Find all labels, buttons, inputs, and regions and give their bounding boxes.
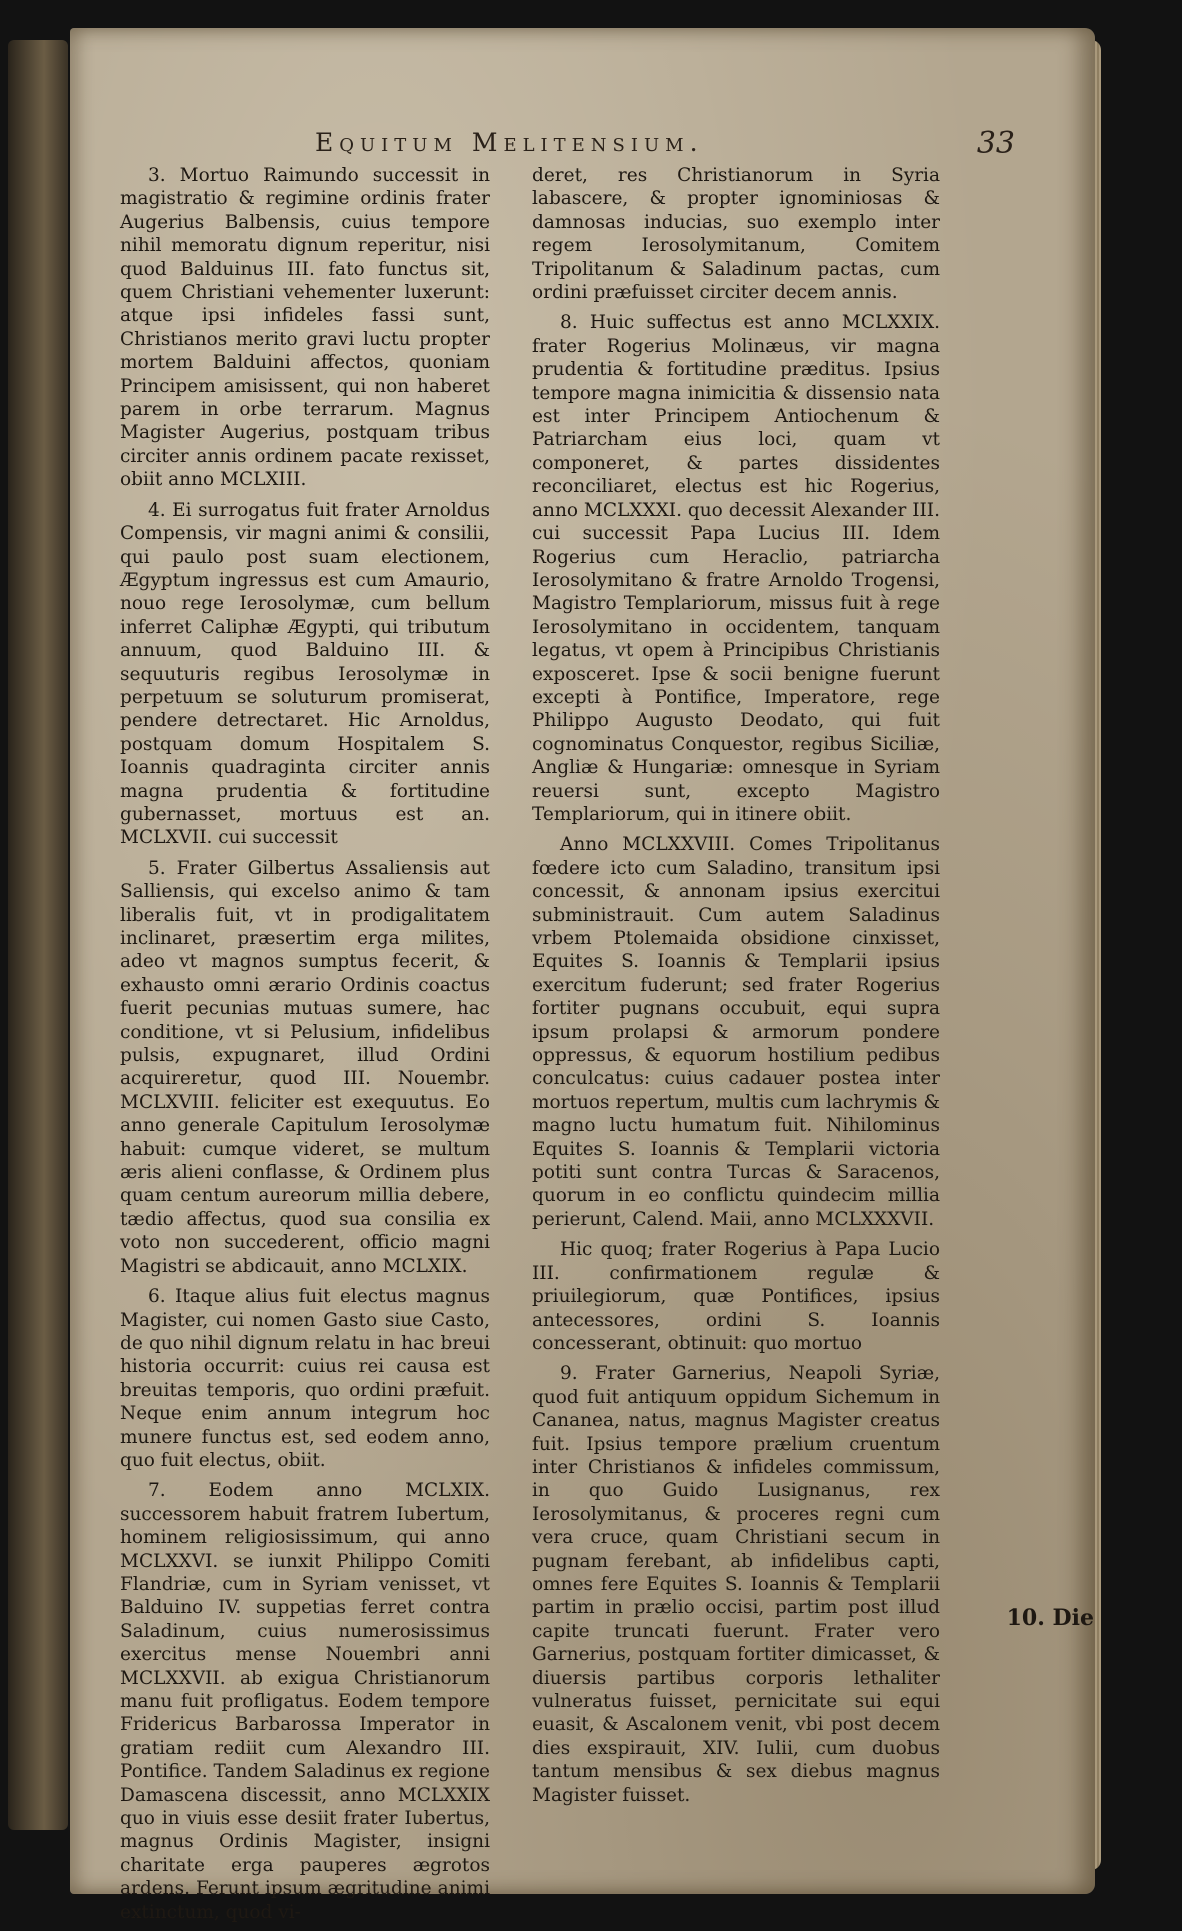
right-column [532, 164, 940, 1814]
running-title: Equitum Melitensium. [315, 128, 704, 157]
left-column [120, 164, 490, 1931]
catchword: 10. Die [1006, 1605, 1094, 1631]
paragraph: 4. Ei surrogatus fuit frater Arnoldus Compensis, vir magni animi & consilii, qui paulo post suam electionem, Ægyptum ingressus est cum Amaurio, nouo rege Ierosolymæ, cum bellum inferret Caliphæ Ægypti, qui tributum annuum, quod Balduino III. & sequuturis regibus Ierosolymæ in perpetuum se soluturum promiserat, pendere detrectaret. Hic Arnoldus, postquam domum Hospitalem S. Ioannis quadraginta circiter annis magna prudentia & fortitudine gubernasset, mortuus est an. MCLXVII. cui successit [120, 499, 490, 849]
paragraph: Hic quoq; frater Rogerius à Papa Lucio III. confirmationem regulæ & priuilegiorum, quæ Pontifices, ipsius antecessores, ordini S. Ioannis concesserant, obtinuit: quo mortuo [532, 1239, 940, 1354]
paragraph: 8. Huic suffectus est anno MCLXXIX. frater Rogerius Molinæus, vir magna prudentia & fortitudine præditus. Ipsius tempore magna inimicitia & dissensio nata est inter Principem Antiochenum & Patriarcham eius loci, quam vt componeret, & partes dissidentes reconciliaret, electus est hic Rogerius, anno MCLXXXI. quo decessit Alexander III. cui successit Papa Lucius III. Idem Rogerius cum Heraclio, patriarcha Ierosolymitano & fratre Arnoldo Trogensi, Magistro Templariorum, missus fuit à rege Ierosolymitano in occidentem, tanquam legatus, vt opem à Principibus Christianis exposceret. Ipse & socii benigne fuerunt excepti à Pontifice, Imperatore, rege Philippo Augusto Deodato, qui fuit cognominatus Conquestor, regibus Siciliæ, Angliæ & Hungariæ: omnesque in Syriam reuersi sunt, excepto Magistro Templariorum, qui in itinere obiit. [532, 312, 940, 825]
paragraph: 7. Eodem anno MCLXIX. successorem habuit fratrem Iubertum, hominem religiosissimum, qui anno MCLXXVI. se iunxit Philippo Comiti Flandriæ, cum in Syriam venisset, vt Balduino IV. suppetias ferret contra Saladinum, cuius numerosissimus exercitus mense Nouembri anni MCLXXVII. ab exigua Christianorum manu fuit profligatus. Eodem tempore Fridericus Barbarossa Imperator in gratiam rediit cum Alexandro III. Pontifice. Tandem Saladinus ex regione Damascena discessit, anno MCLXXIX quo in viuis esse desiit frater Iubertus, magnus Ordinis Magister, insigni charitate erga pauperes ægrotos ardens. Ferunt ipsum ægritudine animi extinctum, quod vi- [120, 1480, 490, 1923]
book-spine [8, 40, 68, 1830]
paragraph: 5. Frater Gilbertus Assaliensis aut Salliensis, qui excelso animo & tam liberalis fuit, vt in prodigalitatem inclinaret, præsertim erga milites, adeo vt magnos sumptus fecerit, & exhausto omni ærario Ordinis coactus fuerit pecunias mutuas sumere, hac conditione, vt si Pelusium, infidelibus pulsis, expugnaret, illud Ordini acquireretur, quod III. Nouembr. MCLXVIII. feliciter est exequutus. Eo anno generale Capitulum Ierosolymæ habuit: cumque videret, se multum æris alieni conflasse, & Ordinem plus quam centum aureorum millia debere, tædio affectus, quod sua consilia ex voto non succederent, officio magni Magistri se abdicauit, anno MCLXIX. [120, 857, 490, 1277]
paragraph: 9. Frater Garnerius, Neapoli Syriæ, quod fuit antiquum oppidum Sichemum in Cananea, natus, magnus Magister creatus fuit. Ipsius tempore prælium cruentum inter Christianos & infideles commissum, in quo Guido Lusignanus, rex Ierosolymitanus, & proceres regni cum vera cruce, quam Christiani secum in pugnam ferebant, ab infidelibus capti, omnes fere Equites S. Ioannis & Templarii partim in prælio occisi, partim post illud capite truncati fuerunt. Frater vero Garnerius, postquam fortiter dimicasset, & diuersis partibus corporis lethaliter vulneratus fuisset, pernicitate sui equi euasit, & Ascalonem venit, vbi post decem dies exspirauit, XIV. Iulii, cum duobus tantum mensibus & sex diebus magnus Magister fuisset. [532, 1363, 940, 1806]
paragraph: 6. Itaque alius fuit electus magnus Magister, cui nomen Gasto siue Casto, de quo nihil dignum relatu in hac breui historia occurrit: cuius rei causa est breuitas temporis, quo ordini præfuit. Neque enim annum integrum hoc munere functus est, sed eodem anno, quo fuit electus, obiit. [120, 1286, 490, 1471]
paragraph: Anno MCLXXVIII. Comes Tripolitanus fœdere icto cum Saladino, transitum ipsi concessit, & annonam ipsius exercitui subministrauit. Cum autem Saladinus vrbem Ptolemaida obsidione cinxisset, Equites S. Ioannis & Templarii ipsius exercitum fuderunt; sed frater Rogerius fortiter pugnans occubuit, equi supra ipsum prolapsi & armorum pondere oppressus, & equorum hostilium pedibus conculcatus: cuius cadauer postea inter mortuos repertum, multis cum lachrymis & magno luctu humatum fuit. Nihilominus Equites S. Ioannis & Templarii victoria potiti sunt contra Turcas & Saracenos, quorum in eo conflictu quindecim millia perierunt, Calend. Maii, anno MCLXXXVII. [532, 834, 940, 1230]
paragraph: 3. Mortuo Raimundo successit in magistratio & regimine ordinis frater Augerius Balbensis, cuius tempore nihil memoratu dignum reperitur, nisi quod Balduinus III. fato functus sit, quem Christiani vehementer luxerunt: atque ipsi infideles fassi sunt, Christianos merito gravi luctu propter mortem Balduini affectos, quoniam Principem amisissent, qui non haberet parem in orbe terrarum. Magnus Magister Augerius, postquam tribus circiter annis ordinem pacate rexisset, obiit anno MCLXIII. [120, 165, 490, 491]
paragraph: deret, res Christianorum in Syria labascere, & propter ignominiosas & damnosas inducias, suo exemplo inter regem Ierosolymitanum, Comitem Tripolitanum & Saladinum pactas, cum ordini præfuisset circiter decem annis. [532, 165, 940, 304]
page-number: 33 [976, 126, 1015, 161]
running-header [135, 128, 1015, 166]
